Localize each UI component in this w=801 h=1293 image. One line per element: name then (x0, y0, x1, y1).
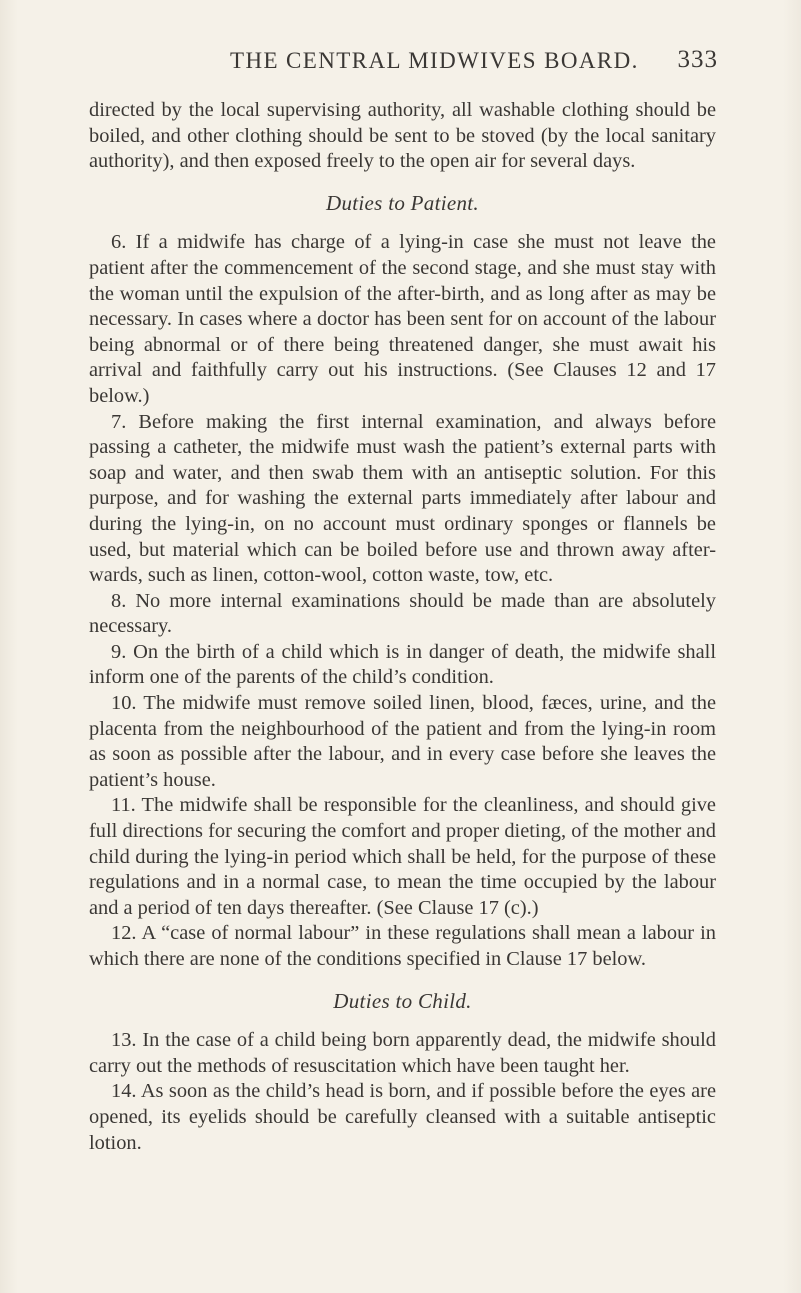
clause-7: 7. Before making the first internal examination, and always before passing a catheter, the midwife must wash the patient’s external parts with soap and water, and then swab them with an antiseptic solution. For this purpose, and for washing the external parts immediately after labour and during the lying-in, on no account must ordinary sponges or flannels be used, but material which can be boiled before use and thrown away after-wards, such as linen, cotton-wool, cotton waste, tow, etc. (89, 410, 716, 587)
clause-9: 9. On the birth of a child which is in danger of death, the midwife shall inform one of the parents of the child’s condition. (89, 640, 716, 689)
continued-paragraph: directed by the local supervising authority, all washable clothing should be boiled, and other clothing should be sent to be stoved (by the local sanitary authority), and then exposed freely to the open air for several days. (89, 99, 716, 173)
running-header (89, 0, 716, 98)
clause-12: 12. A “case of normal labour” in these regulations shall mean a labour in which there are none of the conditions specified in Clause 17 below. (89, 922, 716, 970)
clause-10: 10. The midwife must remove soiled linen, blood, fæces, urine, and the placenta from the neighbourhood of the patient and from the lying-in room as soon as possible after the labour, and in every case before she leaves the patient’s house. (89, 692, 716, 791)
section-heading-duties-to-child: Duties to Child. (333, 988, 472, 1013)
section-heading-duties-to-patient: Duties to Patient. (326, 190, 479, 215)
clause-11: 11. The midwife shall be responsible for the cleanliness, and should give full directions for securing the comfort and proper dieting, of the mother and child during the lying-in period which shall be held, for the purpose of these regulations and in a normal case, to mean the time occupied by the labour and a period of ten days thereafter. (See Clause 17 (c).) (89, 794, 716, 919)
page-body (89, 98, 716, 1156)
clause-14: 14. As soon as the child’s head is born, and if possible before the eyes are opened, its eyelids should be carefully cleansed with a suitable antiseptic lotion. (89, 1080, 716, 1154)
clause-6: 6. If a midwife has charge of a lying-in case she must not leave the patient after the commencement of the second stage, and she must stay with the woman until the expulsion of the after-birth, and as long after as may be necessary. In cases where a doctor has been sent for on account of the labour being abnormal or of there being threatened danger, she must await his arrival and faithfully carry out his instructions. (See Clauses 12 and 17 below.) (89, 231, 716, 407)
clause-13: 13. In the case of a child being born apparently dead, the midwife should carry out the methods of resuscitation which have been taught her. (89, 1029, 716, 1077)
page-number: 333 (677, 46, 718, 73)
clause-8: 8. No more internal examinations should be made than are absolutely necessary. (89, 589, 716, 638)
running-title: THE CENTRAL MIDWIVES BOARD. (230, 48, 639, 73)
